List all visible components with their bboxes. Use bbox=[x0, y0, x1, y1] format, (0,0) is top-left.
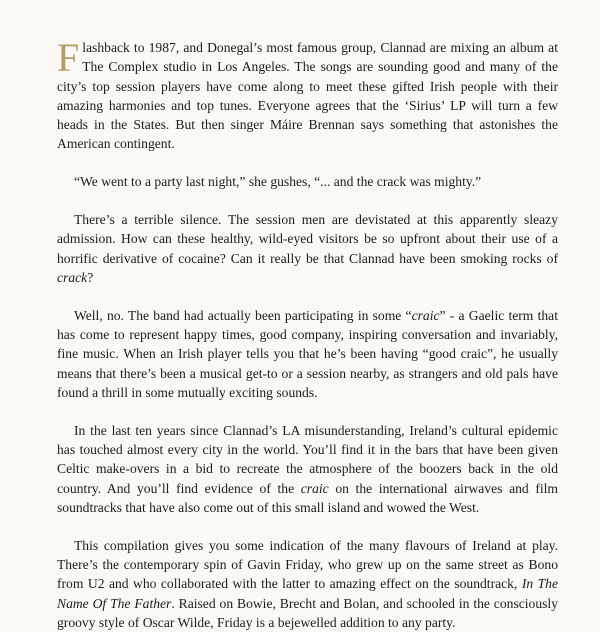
paragraph-epidemic bbox=[57, 421, 558, 517]
paragraph-craic-text: Well, no. The band had actually been participating in some “ bbox=[74, 307, 412, 323]
italic-craic-2: craic bbox=[300, 480, 329, 496]
paragraph-silence bbox=[57, 210, 558, 287]
paragraph-quote: “We went to a party last night,” she gushes, “... and the crack was mighty.” bbox=[74, 174, 482, 190]
drop-cap: F bbox=[57, 35, 80, 80]
paragraph-compilation-end: . Raised on Bowie, Brecht and Bolan, and schooled in the consciously groovy style of Oscar Wilde, Friday is a bejewelled addition to any party. bbox=[57, 595, 558, 630]
paragraph-craic-end: ” - a Gaelic term that has come to represent happy times, good company, inspiring conversation and invariably, fine music. When an Irish player tells you that he’s been having “good craic”, he usually means that there’s been a musical get-to or a session nearby, as strangers and old pals have found a thrill in some mutually exciting sounds. bbox=[57, 307, 558, 400]
paragraph-epidemic-text: In the last ten years since Clannad’s LA misunderstanding, Ireland’s cultural epidemic has touched almost every city in the world. You’ll find it in the bars that have been given Celtic make-overs in a bid to recreate the atmosphere of the boozers back in the old country. And you’ll find evidence of the bbox=[57, 422, 558, 496]
paragraph-flashback-text: lashback to 1987, and Donegal’s most famous group, Clannad are mixing an album at The Complex studio in Los Angeles. The songs are sounding good and many of the city’s top session players have come along to meet these gifted Irish people with their amazing harmonies and top tunes. Everyone agrees that the ‘Sirius’ LP will turn a few heads in the States. But then singer Máire Brennan says something that astonishes the American contingent. bbox=[57, 40, 558, 152]
paragraph-compilation-text: This compilation gives you some indication of the many flavours of Ireland at play. There’s the contemporary spin of Gavin Friday, who grew up on the same street as Bono from U2 and who collaborated with the latter to amazing effect on the soundtrack, bbox=[57, 537, 558, 592]
paragraph-silence-end: ? bbox=[87, 269, 94, 285]
paragraph-flashback bbox=[57, 35, 558, 154]
paragraph-compilation bbox=[57, 536, 558, 632]
paragraph-craic bbox=[57, 306, 558, 402]
italic-crack: crack bbox=[57, 269, 88, 285]
italic-film-title: In The Name Of The Father bbox=[57, 576, 558, 611]
paragraph-epidemic-end: on the international airwaves and film soundtracks that have also come out of this small island and wowed the West. bbox=[57, 480, 558, 515]
italic-craic: craic bbox=[411, 307, 440, 323]
paragraph-silence-text: There’s a terrible silence. The session men are devistated at this apparently sleazy admission. How can these healthy, wild-eyed visitors be so upfront about their use of a horrific derivative of cocaine? Can it really be that Clannad have been smoking rocks of bbox=[57, 212, 558, 266]
